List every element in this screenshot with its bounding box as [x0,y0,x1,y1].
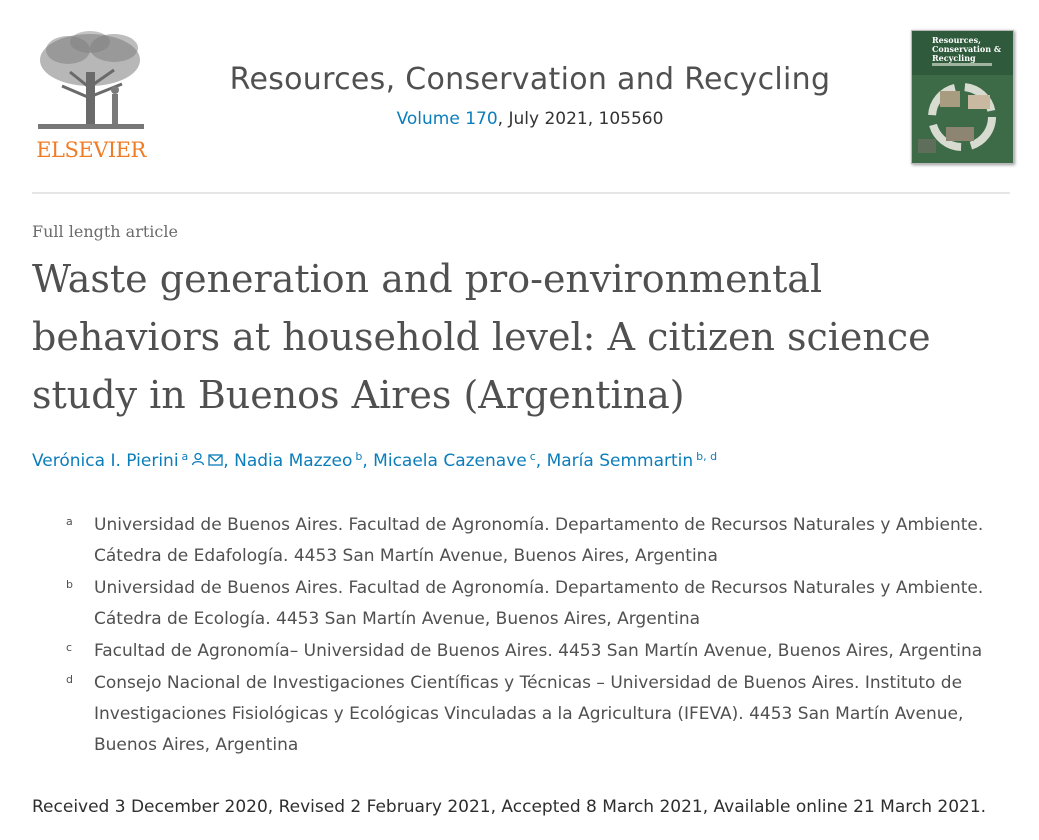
journal-cover-image[interactable] [911,30,1014,164]
affiliation-text: Facultad de Agronomía– Universidad de Buenos Aires. 4453 San Martín Avenue, Buenos Aires, Argentina [94,641,983,661]
affiliation-item [66,636,1006,667]
author-name: Nadia Mazzeo [234,451,353,471]
affiliation-item [66,668,1006,761]
affiliation-label: a [66,515,73,528]
journal-meta [190,109,870,129]
author-affiliation-ref: b [355,450,363,463]
journal-title[interactable]: Resources, Conservation and Recycling [229,62,831,97]
author-link[interactable] [32,451,223,471]
volume-link[interactable]: Volume 170 [396,109,498,129]
article-title: Waste generation and pro-environmental behaviors at household level: A citizen science study in Buenos Aires (Argentina) [32,257,931,417]
elsevier-wordmark: ELSEVIER [36,138,146,162]
author-separator: , [535,451,547,471]
author-separator: , [362,451,374,471]
author-affiliation-ref: c [529,450,536,463]
affiliation-item [66,573,1006,635]
publication-dates: Received 3 December 2020, Revised 2 February 2021, Accepted 8 March 2021, Available online 21 March 2021. [32,797,987,817]
person-icon [191,451,205,471]
elsevier-logo[interactable] [30,28,152,168]
author-name: María Semmartin [546,451,694,471]
affiliation-text: Consejo Nacional de Investigaciones Científicas y Técnicas – Universidad de Buenos Aires. Instituto de Investigaciones Fisiológicas y Ecológicas Vinculadas a la Agricultura (IFEVA). 4453 San Martín Avenue, Buenos Aires, Argentina [94,673,964,755]
affiliation-label: c [66,641,73,654]
elsevier-tree-icon [30,28,152,136]
header-divider [32,192,1010,194]
author-link[interactable] [373,451,536,471]
affiliation-text: Universidad de Buenos Aires. Facultad de Agronomía. Departamento de Recursos Naturales y Ambiente. Cátedra de Edafología. 4453 San Martín Avenue, Buenos Aires, Argentina [94,515,984,566]
article-type: Full length article [32,222,178,241]
author-affiliation-ref: b, d [696,450,718,463]
author-link[interactable] [547,451,718,471]
mail-icon [208,451,223,471]
author-list [32,450,717,471]
affiliation-list [66,510,1006,762]
journal-info [190,62,870,129]
author-separator: , [223,451,235,471]
author-link[interactable] [234,451,362,471]
author-affiliation-ref: a [181,450,189,463]
cover-title: Resources, Conservation & Recycling [932,35,1002,63]
affiliation-item [66,510,1006,572]
affiliation-label: b [66,578,73,591]
article-header [0,0,1039,192]
author-name: Micaela Cazenave [373,451,527,471]
issue-info: , July 2021, 105560 [497,109,664,129]
author-name: Verónica I. Pierini [32,451,179,471]
affiliation-label: d [66,673,73,686]
affiliation-text: Universidad de Buenos Aires. Facultad de Agronomía. Departamento de Recursos Naturales y Ambiente. Cátedra de Ecología. 4453 San Martín Avenue, Buenos Aires, Argentina [94,578,984,629]
